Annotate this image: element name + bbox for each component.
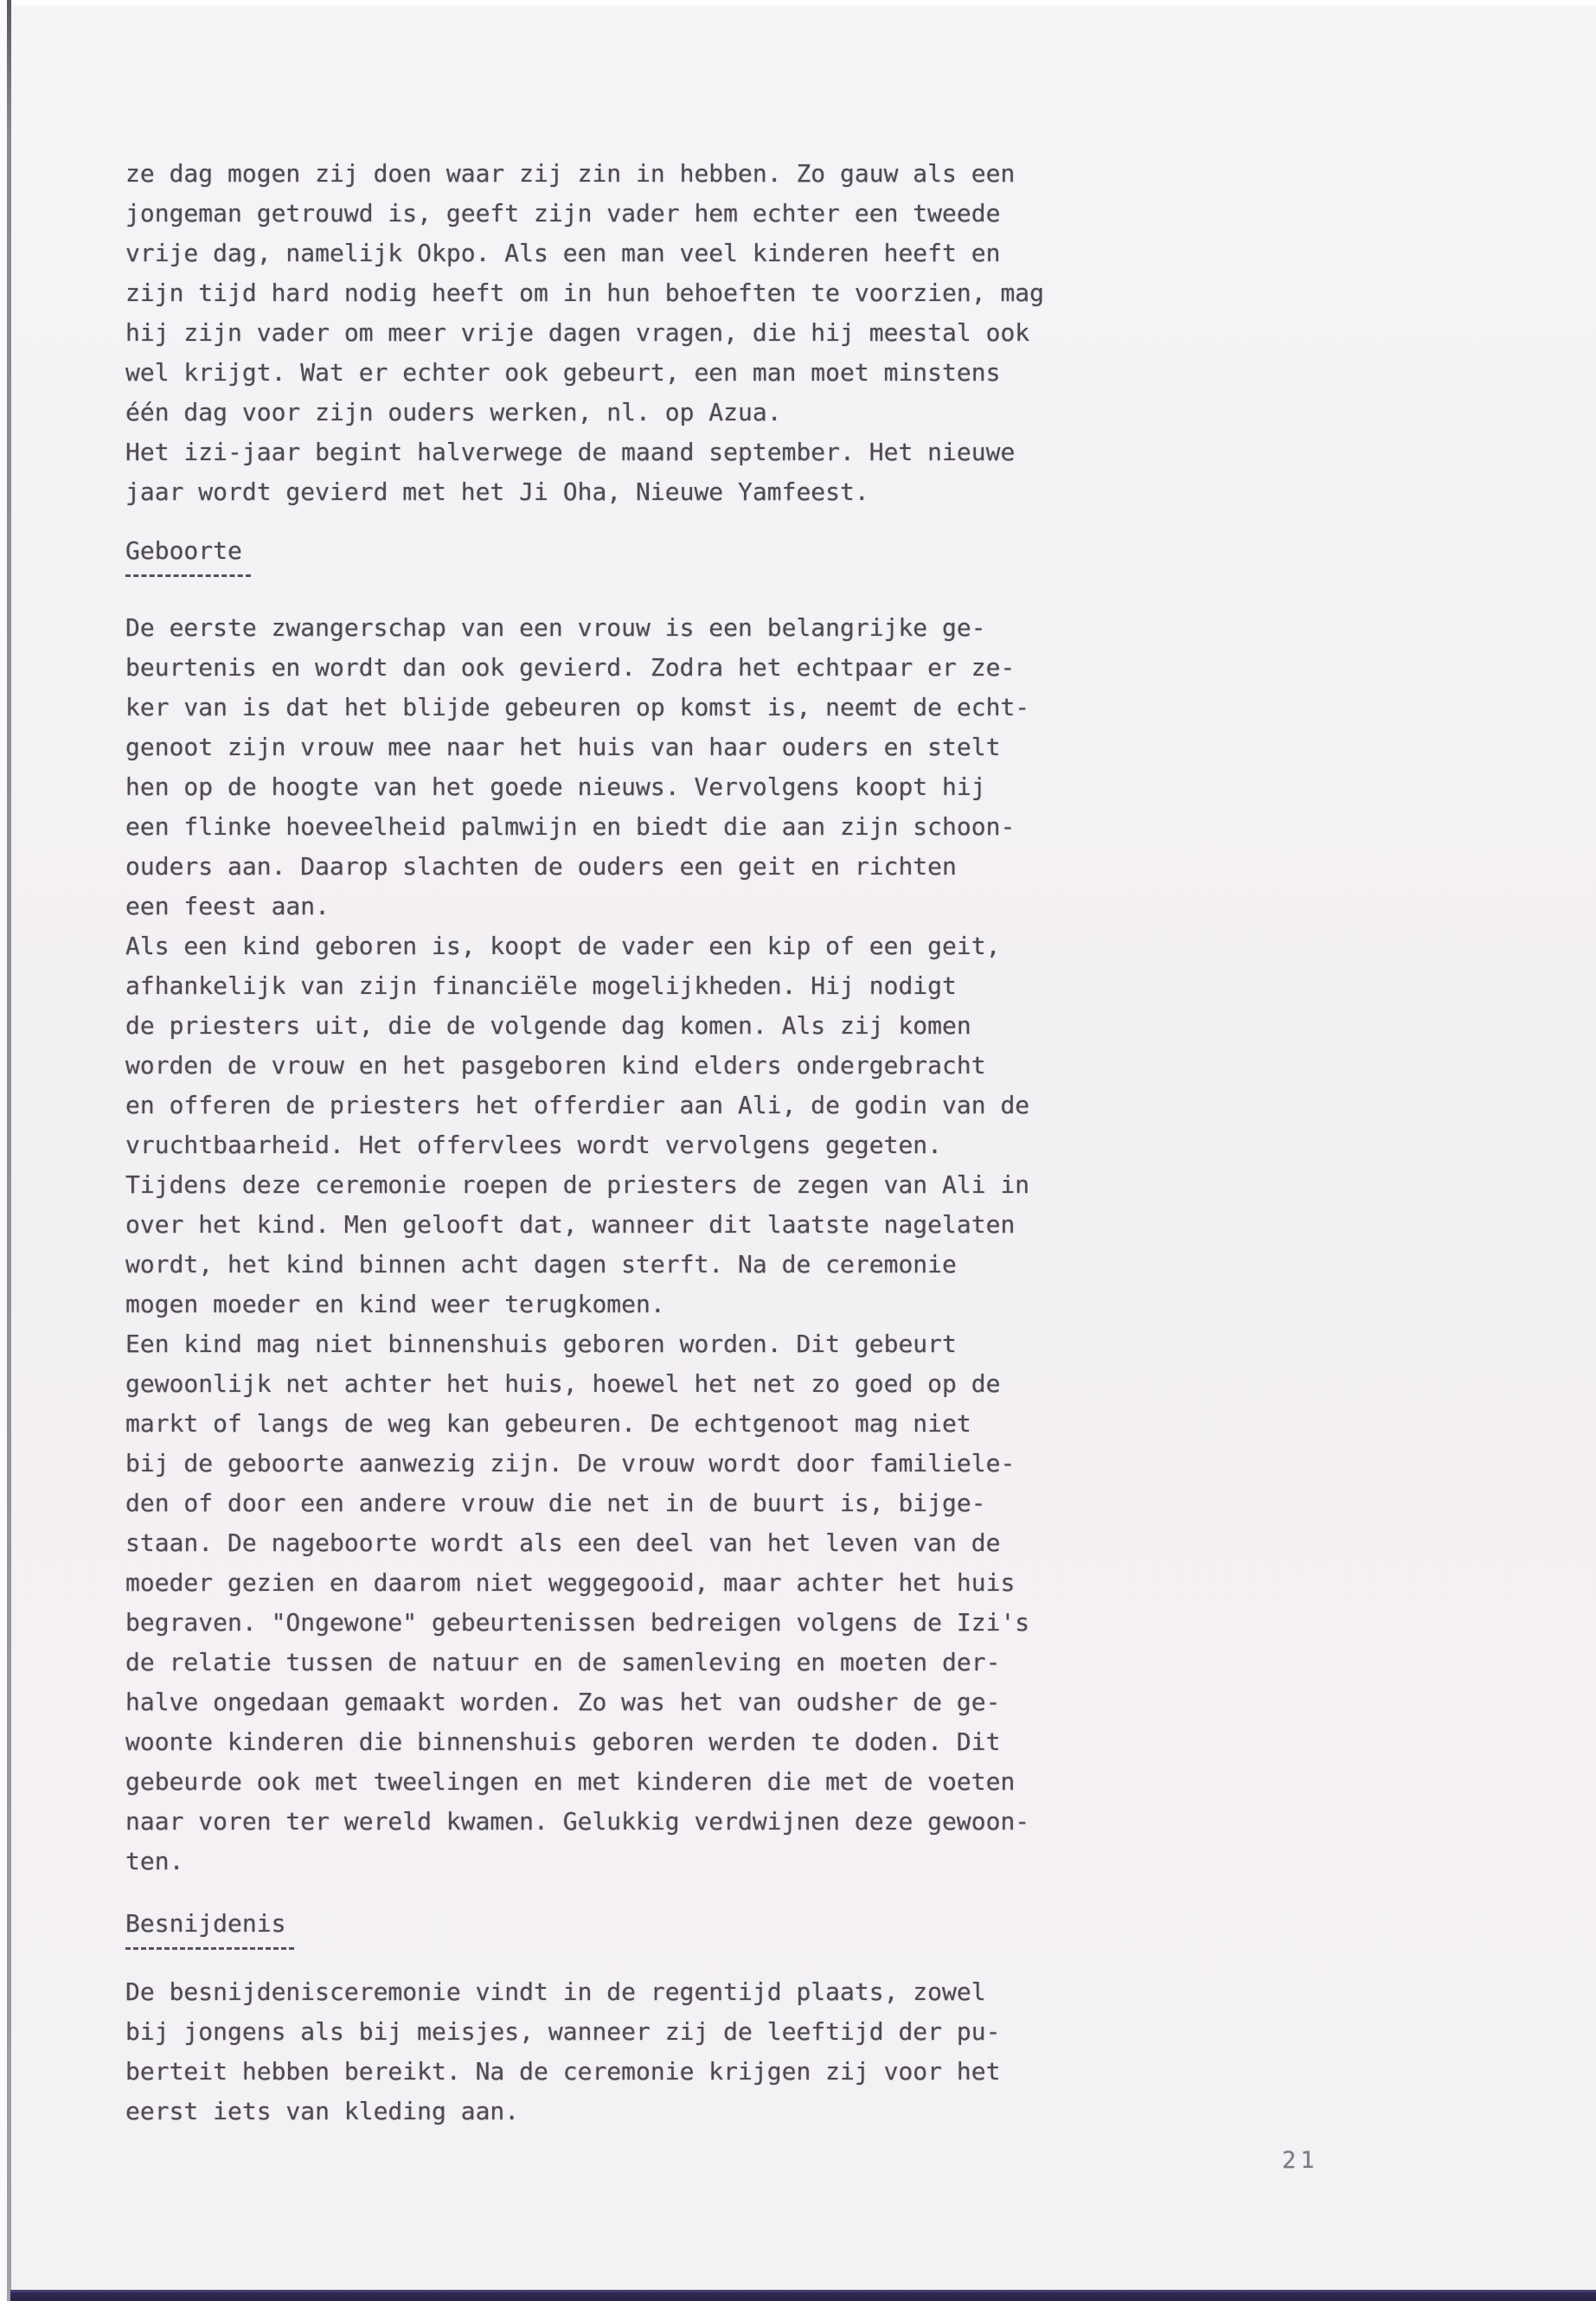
paragraph-intro <box>125 154 1120 512</box>
text-line: bij jongens als bij meisjes, wanneer zij de leeftijd der pu- <box>125 2017 1001 2046</box>
text-line: gewoonlijk net achter het huis, hoewel het net zo goed op de <box>125 1369 1001 1398</box>
section-heading-besnijdenis: Besnijdenis <box>125 1904 294 1950</box>
text-line: halve ongedaan gemaakt worden. Zo was het van oudsher de ge- <box>125 1688 1001 1716</box>
text-line: mogen moeder en kind weer terugkomen. <box>125 1290 665 1318</box>
text-line: eerst iets van kleding aan. <box>125 2097 520 2125</box>
text-line: genoot zijn vrouw mee naar het huis van haar ouders en stelt <box>125 733 1001 761</box>
text-line: Als een kind geboren is, koopt de vader een kip of een geit, <box>125 932 1001 960</box>
text-line: De besnijdenisceremonie vindt in de regentijd plaats, zowel <box>125 1977 986 2006</box>
text-line: een feest aan. <box>125 892 330 920</box>
text-line: Het izi-jaar begint halverwege de maand september. Het nieuwe <box>125 438 1016 466</box>
text-line: Tijdens deze ceremonie roepen de priesters de zegen van Ali in <box>125 1170 1030 1199</box>
text-line: afhankelijk van zijn financiële mogelijkheden. Hij nodigt <box>125 971 957 1000</box>
text-line: wel krijgt. Wat er echter ook gebeurt, een man moet minstens <box>125 358 1001 387</box>
text-line: ouders aan. Daarop slachten de ouders een geit en richten <box>125 852 957 881</box>
text-line: over het kind. Men gelooft dat, wanneer dit laatste nagelaten <box>125 1210 1016 1239</box>
text-line: zijn tijd hard nodig heeft om in hun behoeften te voorzien, mag <box>125 279 1045 307</box>
text-line: ker van is dat het blijde gebeuren op komst is, neemt de echt- <box>125 693 1030 721</box>
section-heading-geboorte: Geboorte <box>125 531 251 577</box>
book-binding-strip <box>10 2290 1596 2301</box>
text-line: moeder gezien en daarom niet weggegooid, maar achter het huis <box>125 1568 1016 1597</box>
text-line: de relatie tussen de natuur en de samenleving en moeten der- <box>125 1648 1001 1676</box>
scan-top-edge <box>0 0 1596 6</box>
text-line: berteit hebben bereikt. Na de ceremonie krijgen zij voor het <box>125 2057 1001 2086</box>
page-number: 21 <box>1282 2147 1319 2174</box>
text-line: den of door een andere vrouw die net in de buurt is, bijge- <box>125 1489 986 1517</box>
text-line: wordt, het kind binnen acht dagen sterft. Na de ceremonie <box>125 1250 957 1279</box>
text-line: De eerste zwangerschap van een vrouw is een belangrijke ge- <box>125 613 986 642</box>
text-line: gebeurde ook met tweelingen en met kinderen die met de voeten <box>125 1767 1016 1796</box>
text-line: hij zijn vader om meer vrije dagen vragen, die hij meestal ook <box>125 318 1030 347</box>
page-content <box>125 154 1120 2131</box>
text-line: worden de vrouw en het pasgeboren kind elders ondergebracht <box>125 1051 986 1080</box>
text-line: hen op de hoogte van het goede nieuws. Vervolgens koopt hij <box>125 772 986 801</box>
text-line: en offeren de priesters het offerdier aan Ali, de godin van de <box>125 1091 1030 1119</box>
text-line: markt of langs de weg kan gebeuren. De echtgenoot mag niet <box>125 1409 971 1438</box>
text-line: naar voren ter wereld kwamen. Gelukkig verdwijnen deze gewoon- <box>125 1807 1030 1836</box>
text-line: ten. <box>125 1847 184 1875</box>
text-line: beurtenis en wordt dan ook gevierd. Zodra het echtpaar er ze- <box>125 653 1016 682</box>
text-line: Een kind mag niet binnenshuis geboren worden. Dit gebeurt <box>125 1330 957 1358</box>
page-edge-line <box>7 0 11 2301</box>
text-line: de priesters uit, die de volgende dag komen. Als zij komen <box>125 1011 971 1040</box>
text-line: jaar wordt gevierd met het Ji Oha, Nieuwe Yamfeest. <box>125 478 869 506</box>
text-line: een flinke hoeveelheid palmwijn en biedt die aan zijn schoon- <box>125 812 1016 841</box>
text-line: ze dag mogen zij doen waar zij zin in hebben. Zo gauw als een <box>125 159 1016 188</box>
text-line: vruchtbaarheid. Het offervlees wordt vervolgens gegeten. <box>125 1131 943 1159</box>
text-line: jongeman getrouwd is, geeft zijn vader hem echter een tweede <box>125 199 1001 228</box>
text-line: vrije dag, namelijk Okpo. Als een man veel kinderen heeft en <box>125 239 1001 267</box>
text-line: één dag voor zijn ouders werken, nl. op Azua. <box>125 398 782 426</box>
text-line: woonte kinderen die binnenshuis geboren werden te doden. Dit <box>125 1727 1001 1756</box>
text-line: staan. De nageboorte wordt als een deel van het leven van de <box>125 1529 1001 1557</box>
text-line: bij de geboorte aanwezig zijn. De vrouw wordt door familiele- <box>125 1449 1016 1477</box>
text-line: begraven. "Ongewone" gebeurtenissen bedreigen volgens de Izi's <box>125 1608 1030 1637</box>
scan-left-margin <box>0 0 7 2301</box>
paragraph-geboorte <box>125 608 1120 1881</box>
paragraph-besnijdenis <box>125 1972 1120 2131</box>
